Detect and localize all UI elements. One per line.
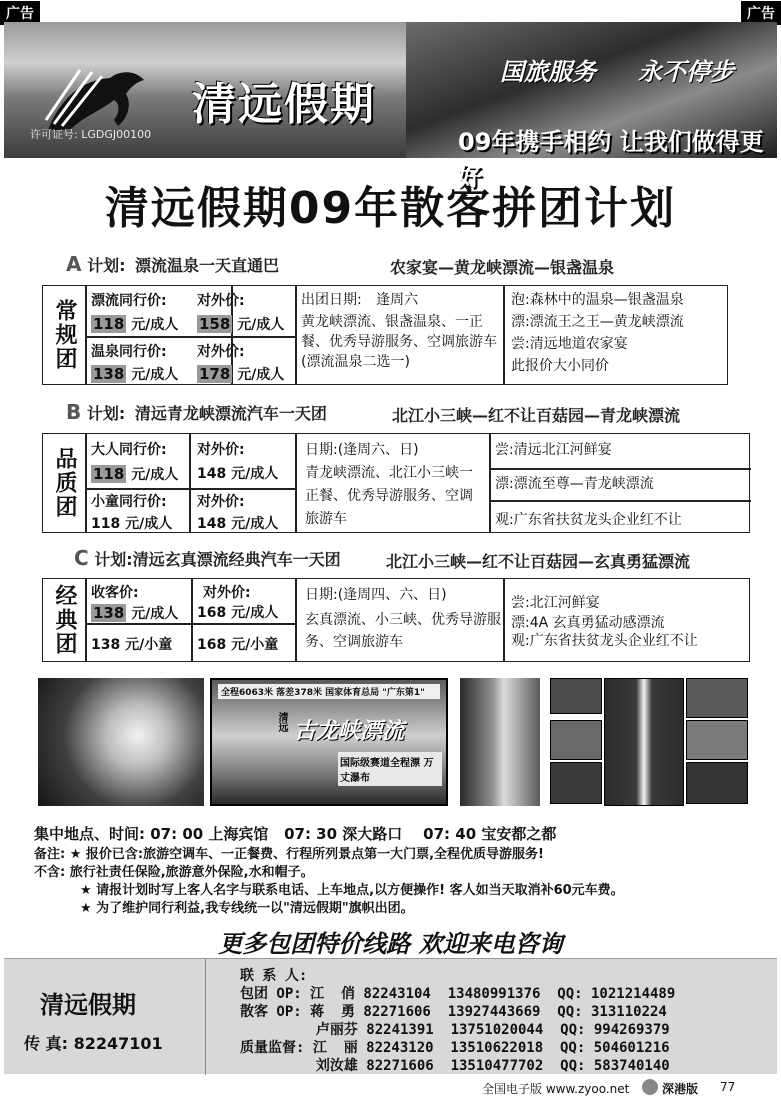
edition-logo-icon	[642, 1079, 658, 1095]
note-included: 备注: ★ 报价已含:旅游空调车、一正餐费、行程所列景点第一大门票,全程优质导游服务!	[34, 847, 544, 862]
contact-row: 卢丽芬 82241391 13751020044 QQ: 994269379	[240, 1022, 670, 1038]
plan-c-feature-3: 观:广东省扶贫龙头企业红不让	[511, 633, 698, 649]
banner-photo-right	[406, 22, 777, 191]
slogan-right: 永不停步	[638, 58, 734, 86]
thumb-2	[550, 720, 602, 760]
website-url: 全国电子版 www.zyoo.net	[482, 1082, 630, 1096]
plan-b-child-ext-label: 对外价:	[197, 494, 245, 510]
waterwheel-photo	[460, 678, 540, 806]
plan-c-child-recv: 138 元/小童	[91, 637, 173, 653]
plan-a-feature-4: 此报价大小同价	[511, 358, 609, 374]
plan-a-peer-spring-price: 138 元/成人	[93, 365, 179, 383]
plan-c-recv-label: 收客价:	[91, 585, 139, 601]
plan-c-child-ext: 168 元/小童	[197, 637, 279, 653]
contact-footer	[4, 958, 777, 1074]
poster-top-line: 全程6063米 落差378米 国家体育总局 "广东第1"	[218, 684, 440, 699]
header-banner	[4, 22, 777, 191]
plan-b-adult-label: 大人同行价:	[91, 442, 167, 458]
plan-b-table	[42, 433, 750, 533]
contact-row: 刘汝雄 82271606 13510477702 QQ: 583740140	[240, 1058, 670, 1074]
plan-c-tag: 经典团	[52, 584, 77, 656]
plan-c-desc: 玄真漂流、小三峡、优秀导游服务、空调旅游车	[305, 612, 501, 650]
plan-a-heading	[66, 252, 279, 276]
thumb-1	[550, 678, 602, 714]
note-excluded: 不含: 旅行社责任保险,旅游意外保险,水和帽子。	[34, 865, 314, 880]
plan-a-ext-rafting-label: 对外价:	[197, 293, 245, 309]
plan-a-peer-spring-label: 温泉同行价:	[91, 344, 167, 360]
license-number: 许可证号: LGDGJ00100	[30, 128, 152, 141]
contact-row: 包团 OP: 江 俏 82243104 13480991376 QQ: 1021214489	[240, 986, 676, 1002]
footer-fax: 传 真: 82247101	[24, 1034, 163, 1053]
footer-brand-block	[4, 959, 206, 1075]
plan-b-feature-3: 观:广东省扶贫龙头企业红不让	[495, 512, 682, 528]
poster-prefix: 清远	[276, 712, 287, 732]
plan-a-peer-rafting-label: 漂流同行价:	[91, 293, 167, 309]
plan-a-letter: A	[66, 252, 82, 276]
plan-c-ext-label: 对外价:	[203, 585, 251, 601]
plan-a-name: 漂流温泉一天直通巴	[135, 256, 280, 275]
meeting-info: 集中地点、时间: 07: 00 上海宾馆 07: 30 深大路口 07: 40 宝安都之都	[34, 825, 557, 843]
plan-b-adult-price: 118 元/成人	[93, 465, 179, 483]
plan-a-ext-rafting-price: 158 元/成人	[199, 315, 285, 333]
plan-a-label: 计划:	[87, 256, 126, 275]
plan-b-name: 清远青龙峡漂流汽车一天团	[134, 404, 327, 423]
plan-c-name: 清远玄真漂流经典汽车一天团	[132, 550, 341, 569]
thumb-4	[686, 678, 748, 718]
footer-brand: 清远假期	[40, 991, 136, 1019]
contact-row: 散客 OP: 蒋 勇 82271606 13927443669 QQ: 313110224	[240, 1004, 667, 1020]
plan-c-feature-2: 漂:4A 玄真勇猛动感漂流	[511, 615, 665, 631]
gulongxia-poster	[210, 678, 448, 806]
slogan-left: 国旅服务	[500, 58, 596, 86]
poster-subtitle: 国际级赛道全程漂 万丈瀑布	[338, 752, 442, 786]
plan-b-feature-2: 漂:漂流至尊—青龙峡漂流	[495, 476, 654, 492]
plan-a-feature-2: 漂:漂流王之王—黄龙峡漂流	[511, 314, 684, 330]
note-booking: ★ 请报计划时写上客人名字与联系电话、上车地点,以方便操作! 客人如当天取消补60元车费。	[80, 883, 624, 898]
plan-a-date: 出团日期: 逢周六	[301, 292, 419, 308]
plan-b-route: 北江小三峡—红不让百菇园—青龙峡漂流	[392, 406, 681, 425]
plan-b-tag: 品质团	[52, 447, 77, 519]
note-flag: ★ 为了维护同行利益,我专线统一以"清远假期"旗帜出团。	[80, 901, 414, 916]
slogan-line2: 09年携手相约 让我们做得更好	[458, 128, 764, 191]
plan-a-tag: 常规团	[52, 299, 77, 371]
plan-b-date: 日期:(逢周六、日)	[305, 442, 419, 458]
page-number: 77	[720, 1080, 736, 1094]
banner-brand: 清远假期	[192, 79, 376, 130]
ad-label-left: 广告	[0, 1, 40, 25]
thumb-5	[686, 720, 748, 760]
plan-b-feature-1: 尝:清远北江河鲜宴	[495, 442, 612, 458]
promo-banner: 更多包团特价线路 欢迎来电咨询	[218, 930, 563, 958]
plan-c-feature-1: 尝:北江河鲜宴	[511, 595, 600, 611]
plan-a-ext-spring-price: 178 元/成人	[199, 365, 285, 383]
plan-a-desc: 黄龙峡漂流、银盏温泉、一正餐、优秀导游服务、空调旅游车(漂流温泉二选一)	[301, 314, 497, 370]
plan-c-route: 北江小三峡—红不让百菇园—玄真勇猛漂流	[386, 552, 691, 571]
page-title: 清远假期09年散客拼团计划	[104, 183, 677, 234]
waterfall-photo	[604, 678, 684, 806]
plan-c-heading: C 计划:清远玄真漂流经典汽车一天团	[74, 546, 341, 570]
plan-b-adult-ext-label: 对外价:	[197, 442, 245, 458]
plan-b-child-ext: 148 元/成人	[197, 516, 279, 532]
plan-c-table	[42, 578, 750, 662]
banner-photo-left	[4, 22, 406, 158]
plan-a-feature-1: 泡:森林中的温泉—银盏温泉	[511, 292, 684, 308]
thumb-3	[550, 762, 602, 804]
plan-b-child-price: 118 元/成人	[91, 516, 173, 532]
edition-name: 深港版	[662, 1082, 699, 1096]
plan-c-ext-adult: 168 元/成人	[197, 605, 279, 621]
plan-a-feature-3: 尝:清远地道农家宴	[511, 336, 628, 352]
plan-a-route: 农家宴—黄龙峡漂流—银盏温泉	[390, 258, 615, 277]
contact-title: 联 系 人:	[240, 968, 308, 984]
plan-a-peer-rafting-price: 118 元/成人	[93, 315, 179, 333]
plan-b-desc: 青龙峡漂流、北江小三峡一正餐、优秀导游服务、空调旅游车	[305, 465, 473, 527]
plan-b-adult-ext: 148 元/成人	[197, 466, 279, 482]
plan-c-date: 日期:(逢周四、六、日)	[305, 587, 447, 603]
rafting-photo	[38, 678, 204, 806]
thumb-6	[686, 762, 748, 804]
plan-b-heading: B 计划: 清远青龙峡漂流汽车一天团	[66, 400, 327, 424]
plan-a-table	[42, 285, 728, 385]
plan-c-recv-price: 138 元/成人	[93, 604, 179, 622]
plan-a-ext-spring-label: 对外价:	[197, 344, 245, 360]
ad-label-right: 广告	[741, 1, 781, 25]
contact-row: 质量监督: 江 丽 82243120 13510622018 QQ: 504601216	[240, 1040, 670, 1056]
plan-b-child-label: 小童同行价:	[91, 494, 167, 510]
poster-title: 古龙峡漂流	[294, 719, 405, 744]
